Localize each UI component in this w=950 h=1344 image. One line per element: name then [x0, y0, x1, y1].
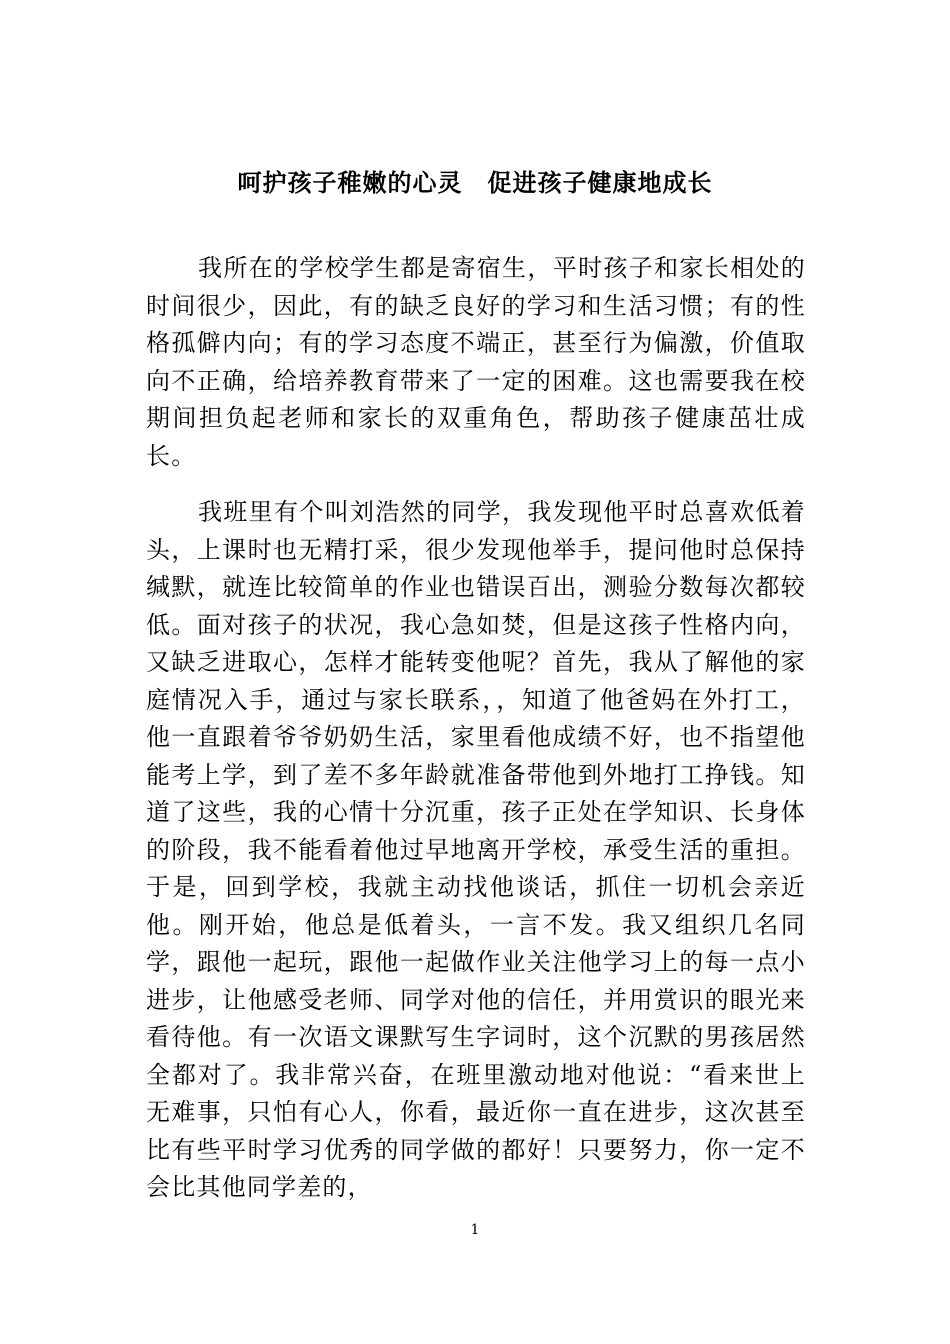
document-body	[146, 250, 806, 1207]
page-number: 1	[470, 1222, 480, 1238]
paragraph: 我班里有个叫刘浩然的同学，我发现他平时总喜欢低着头，上课时也无精打采，很少发现他举手，提问他时总保持缄默，就连比较简单的作业也错误百出，测验分数每次都较低。面对孩子的状况，我心急如焚，但是这孩子性格内向，又缺乏进取心，怎样才能转变他呢？首先，我从了解他的家庭情况入手，通过与家长联系，，知道了他爸妈在外打工，他一直跟着爷爷奶奶生活，家里看他成绩不好，也不指望他能考上学，到了差不多年龄就准备带他到外地打工挣钱。知道了这些，我的心情十分沉重，孩子正处在学知识、长身体的阶段，我不能看着他过早地离开学校，承受生活的重担。于是，回到学校，我就主动找他谈话，抓住一切机会亲近他。刚开始，他总是低着头，一言不发。我又组织几名同学，跟他一起玩，跟他一起做作业关注他学习上的每一点小进步，让他感受老师、同学对他的信任，并用赏识的眼光来看待他。有一次语文课默写生字词时，这个沉默的男孩居然全都对了。我非常兴奋，在班里激动地对他说：“看来世上无难事，只怕有心人，你看，最近你一直在进步，这次甚至比有些平时学习优秀的同学做的都好！只要努力，你一定不会比其他同学差的，	[146, 498, 806, 1201]
page-title: 呵护孩子稚嫩的心灵 促进孩子健康地成长	[237, 169, 713, 197]
paragraph: 我所在的学校学生都是寄宿生，平时孩子和家长相处的时间很少，因此，有的缺乏良好的学习和生活习惯；有的性格孤僻内向；有的学习态度不端正，甚至行为偏激，价值取向不正确，给培养教育带来了一定的困难。这也需要我在校期间担负起老师和家长的双重角色，帮助孩子健康茁壮成长。	[146, 254, 806, 470]
